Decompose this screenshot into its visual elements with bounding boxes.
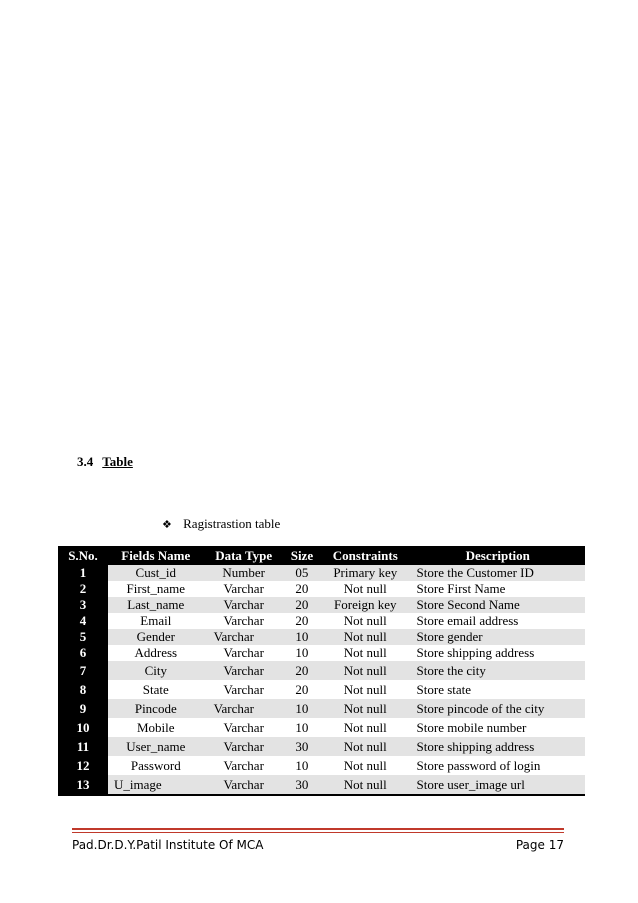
table-row xyxy=(58,699,585,718)
cell-data-type: Varchar xyxy=(204,699,284,718)
cell-field-name: First_name xyxy=(108,581,204,597)
cell-sno: 11 xyxy=(58,737,108,756)
cell-size: 20 xyxy=(284,581,320,597)
section-heading xyxy=(77,454,133,470)
section-number: 3.4 xyxy=(77,454,94,469)
table-row xyxy=(58,581,585,597)
header-size: Size xyxy=(284,546,320,565)
cell-field-name: City xyxy=(108,661,204,680)
cell-size: 20 xyxy=(284,661,320,680)
table-row xyxy=(58,661,585,680)
cell-field-name: Address xyxy=(108,645,204,661)
cell-data-type: Varchar xyxy=(204,645,284,661)
cell-data-type: Varchar xyxy=(204,680,284,699)
cell-description: Store shipping address xyxy=(411,737,585,756)
cell-size: 10 xyxy=(284,629,320,645)
cell-constraint: Foreign key xyxy=(320,597,411,613)
header-fields-name: Fields Name xyxy=(108,546,204,565)
cell-size: 30 xyxy=(284,737,320,756)
cell-description: Store pincode of the city xyxy=(411,699,585,718)
cell-size: 20 xyxy=(284,680,320,699)
cell-data-type: Varchar xyxy=(204,613,284,629)
cell-field-name: Email xyxy=(108,613,204,629)
page-footer xyxy=(72,838,564,852)
cell-field-name: Last_name xyxy=(108,597,204,613)
cell-constraint: Not null xyxy=(320,581,411,597)
header-description: Description xyxy=(411,546,585,565)
table-row xyxy=(58,756,585,775)
cell-constraint: Not null xyxy=(320,629,411,645)
cell-constraint: Not null xyxy=(320,645,411,661)
table-row xyxy=(58,645,585,661)
cell-field-name: Cust_id xyxy=(108,565,204,581)
cell-description: Store shipping address xyxy=(411,645,585,661)
diamond-bullet-icon: ❖ xyxy=(162,518,172,531)
cell-constraint: Not null xyxy=(320,756,411,775)
cell-data-type: Varchar xyxy=(204,629,284,645)
cell-description: Store mobile number xyxy=(411,718,585,737)
table-row xyxy=(58,775,585,795)
cell-field-name: Mobile xyxy=(108,718,204,737)
cell-description: Store the Customer ID xyxy=(411,565,585,581)
cell-constraint: Not null xyxy=(320,718,411,737)
cell-data-type: Number xyxy=(204,565,284,581)
table-header-row xyxy=(58,546,585,565)
cell-sno: 5 xyxy=(58,629,108,645)
footer-rule xyxy=(72,828,564,830)
cell-description: Store First Name xyxy=(411,581,585,597)
cell-sno: 3 xyxy=(58,597,108,613)
cell-size: 10 xyxy=(284,756,320,775)
cell-data-type: Varchar xyxy=(204,597,284,613)
cell-sno: 1 xyxy=(58,565,108,581)
cell-data-type: Varchar xyxy=(204,718,284,737)
table-row xyxy=(58,597,585,613)
table-caption xyxy=(162,516,280,532)
table-caption-text: Ragistrastion table xyxy=(183,516,281,531)
cell-data-type: Varchar xyxy=(204,756,284,775)
header-data-type: Data Type xyxy=(204,546,284,565)
cell-size: 20 xyxy=(284,597,320,613)
table-row xyxy=(58,737,585,756)
cell-sno: 9 xyxy=(58,699,108,718)
cell-constraint: Primary key xyxy=(320,565,411,581)
cell-description: Store user_image url xyxy=(411,775,585,795)
cell-description: Store state xyxy=(411,680,585,699)
cell-constraint: Not null xyxy=(320,661,411,680)
cell-sno: 4 xyxy=(58,613,108,629)
cell-description: Store password of login xyxy=(411,756,585,775)
cell-data-type: Varchar xyxy=(204,775,284,795)
cell-constraint: Not null xyxy=(320,680,411,699)
cell-description: Store Second Name xyxy=(411,597,585,613)
cell-sno: 6 xyxy=(58,645,108,661)
cell-sno: 13 xyxy=(58,775,108,795)
cell-sno: 10 xyxy=(58,718,108,737)
table-row xyxy=(58,565,585,581)
header-sno: S.No. xyxy=(58,546,108,565)
cell-data-type: Varchar xyxy=(204,661,284,680)
cell-sno: 8 xyxy=(58,680,108,699)
cell-field-name: Pincode xyxy=(108,699,204,718)
cell-sno: 2 xyxy=(58,581,108,597)
cell-size: 05 xyxy=(284,565,320,581)
cell-description: Store gender xyxy=(411,629,585,645)
cell-constraint: Not null xyxy=(320,613,411,629)
cell-field-name: Gender xyxy=(108,629,204,645)
cell-size: 30 xyxy=(284,775,320,795)
cell-sno: 12 xyxy=(58,756,108,775)
cell-description: Store the city xyxy=(411,661,585,680)
section-title: Table xyxy=(102,454,133,469)
table-row xyxy=(58,629,585,645)
footer-rule-thin xyxy=(72,832,564,833)
cell-field-name: Password xyxy=(108,756,204,775)
cell-size: 20 xyxy=(284,613,320,629)
registration-table xyxy=(58,546,585,796)
footer-institute: Pad.Dr.D.Y.Patil Institute Of MCA xyxy=(72,838,264,852)
cell-description: Store email address xyxy=(411,613,585,629)
cell-constraint: Not null xyxy=(320,737,411,756)
cell-size: 10 xyxy=(284,699,320,718)
footer-page-number: Page 17 xyxy=(515,838,564,852)
header-constraints: Constraints xyxy=(320,546,411,565)
cell-size: 10 xyxy=(284,718,320,737)
cell-constraint: Not null xyxy=(320,775,411,795)
table-row xyxy=(58,718,585,737)
cell-data-type: Varchar xyxy=(204,737,284,756)
cell-field-name: U_image xyxy=(108,775,204,795)
table-row xyxy=(58,680,585,699)
cell-size: 10 xyxy=(284,645,320,661)
cell-field-name: User_name xyxy=(108,737,204,756)
cell-sno: 7 xyxy=(58,661,108,680)
cell-constraint: Not null xyxy=(320,699,411,718)
cell-field-name: State xyxy=(108,680,204,699)
cell-data-type: Varchar xyxy=(204,581,284,597)
table-row xyxy=(58,613,585,629)
